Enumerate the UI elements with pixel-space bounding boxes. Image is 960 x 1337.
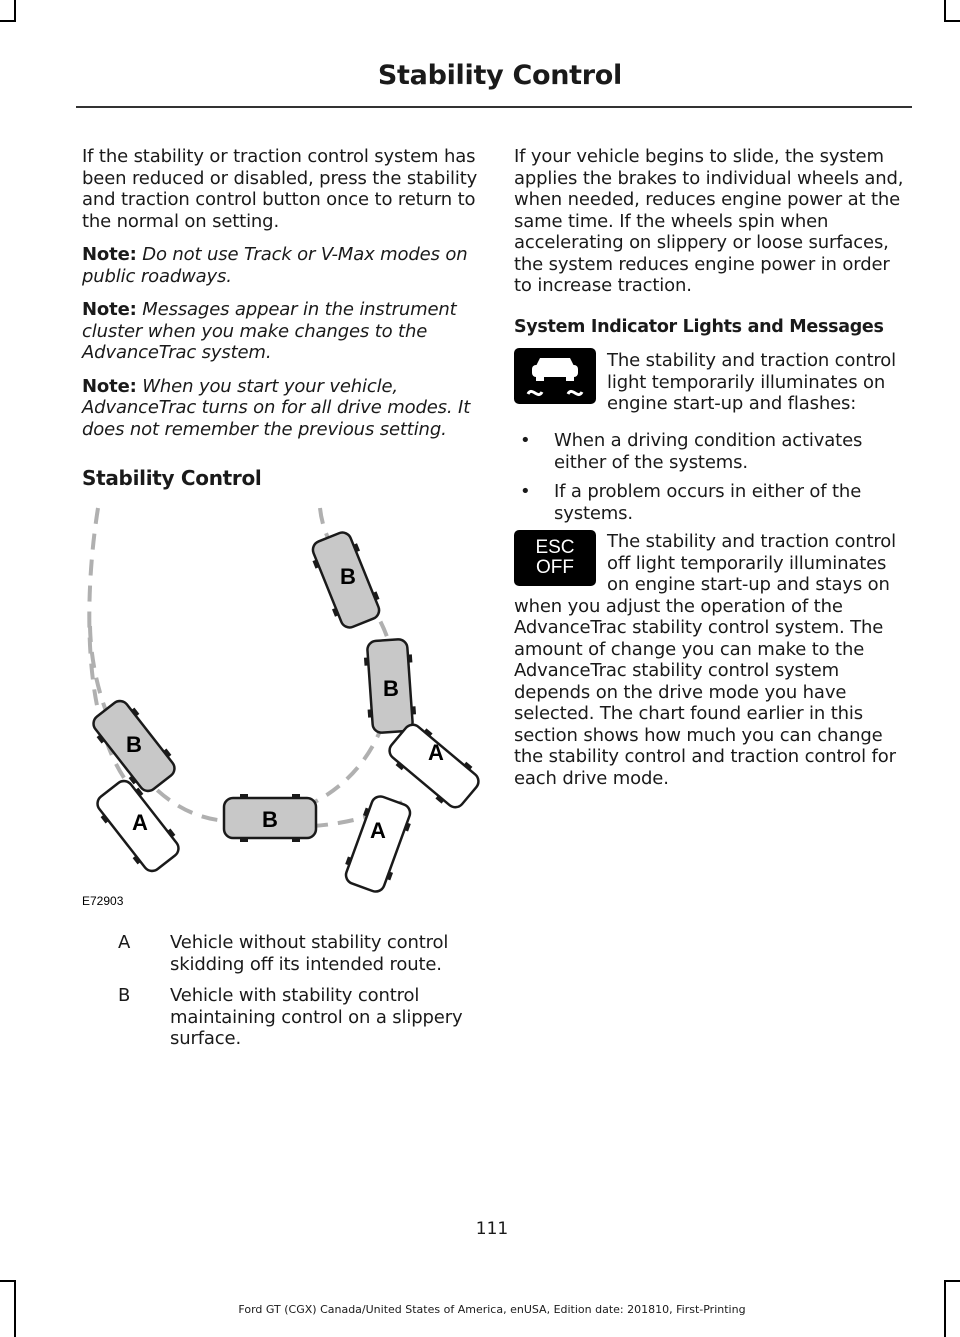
subheading: System Indicator Lights and Messages bbox=[514, 316, 884, 337]
label-b: B bbox=[340, 564, 356, 589]
crop-mark bbox=[944, 0, 946, 20]
bullet-list bbox=[514, 430, 912, 532]
crop-mark bbox=[0, 20, 16, 22]
figure-id: E72903 bbox=[82, 894, 124, 908]
section-heading: Stability Control bbox=[82, 466, 262, 490]
note-label: Note: bbox=[82, 375, 137, 397]
label-b: B bbox=[262, 807, 278, 832]
right-column bbox=[514, 146, 912, 337]
stability-diagram-svg bbox=[82, 496, 482, 910]
indicator-on-text: The stability and traction control light temporarily illuminates on engine start-up and flashes: bbox=[607, 350, 896, 414]
legend-key: A bbox=[118, 932, 131, 953]
page-title: Stability Control bbox=[377, 60, 622, 91]
left-column bbox=[82, 146, 482, 490]
label-a: A bbox=[428, 740, 444, 765]
stability-diagram bbox=[82, 496, 482, 910]
bullet-marker: • bbox=[520, 430, 531, 451]
note-start-vehicle bbox=[82, 376, 482, 441]
label-a: A bbox=[132, 810, 148, 835]
note-text: Messages appear in the instrument cluster when you make changes to the AdvanceTrac system. bbox=[82, 299, 457, 363]
crop-mark bbox=[14, 0, 16, 20]
legend-row-a bbox=[118, 932, 478, 975]
label-b: B bbox=[126, 732, 142, 757]
crop-mark bbox=[0, 1280, 16, 1282]
bullet-marker: • bbox=[520, 481, 531, 502]
label-b: B bbox=[383, 676, 399, 701]
legend-text: Vehicle with stability control maintaining control on a slippery surface. bbox=[170, 985, 463, 1049]
legend-key: B bbox=[118, 985, 131, 1006]
note-label: Note: bbox=[82, 299, 137, 320]
car-a-bottom-right bbox=[340, 793, 417, 896]
label-a: A bbox=[370, 818, 386, 843]
list-item bbox=[514, 481, 912, 524]
off-light-text bbox=[514, 531, 912, 789]
esc-off-line2: OFF bbox=[536, 557, 574, 578]
note-label: Note: bbox=[82, 244, 137, 265]
crop-mark bbox=[944, 1280, 960, 1282]
legend-row-b bbox=[118, 985, 478, 1050]
list-item bbox=[514, 430, 912, 473]
esc-off-line1: ESC bbox=[535, 537, 575, 558]
bullet-text: If a problem occurs in either of the systems. bbox=[554, 481, 862, 524]
crop-mark bbox=[944, 20, 960, 22]
note-track-vmax bbox=[82, 244, 482, 287]
float-spacer bbox=[514, 531, 607, 591]
note-text: When you start your vehicle, AdvanceTrac turns on for all drive modes. It does not remember the previous setting. bbox=[82, 375, 471, 440]
note-text: Do not use Track or V-Max modes on public roadways. bbox=[82, 244, 468, 287]
note-messages bbox=[82, 299, 482, 364]
legend bbox=[118, 932, 478, 1050]
off-light-body: The stability and traction control off light temporarily illuminates on engine start-up and stays on when you adjust the operation of the AdvanceTrac stability control system. The amount of change you can make to the AdvanceTrac stability control system depends on the drive mode you have selected. The chart found earlier in this section shows how much you can change the stability control and traction control for each drive mode. bbox=[514, 531, 896, 789]
skid-car-icon bbox=[514, 348, 596, 404]
intro-paragraph: If your vehicle begins to slide, the system applies the brakes to individual wheels and, when needed, reduces engine power at the same time. If the wheels spin when accelerating on slippery or loose surfaces, the system reduces engine power in order to increase traction. bbox=[514, 146, 904, 296]
legend-text: Vehicle without stability control skidding off its intended route. bbox=[170, 932, 449, 975]
footer-edition: Ford GT (CGX) Canada/United States of America, enUSA, Edition date: 201810, First-Printing bbox=[238, 1303, 746, 1316]
intro-paragraph: If the stability or traction control system has been reduced or disabled, press the stability and traction control button once to return to the normal on setting. bbox=[82, 146, 478, 232]
bullet-text: When a driving condition activates either of the systems. bbox=[554, 430, 863, 473]
page-number: 111 bbox=[475, 1219, 509, 1239]
header-divider bbox=[76, 106, 912, 108]
